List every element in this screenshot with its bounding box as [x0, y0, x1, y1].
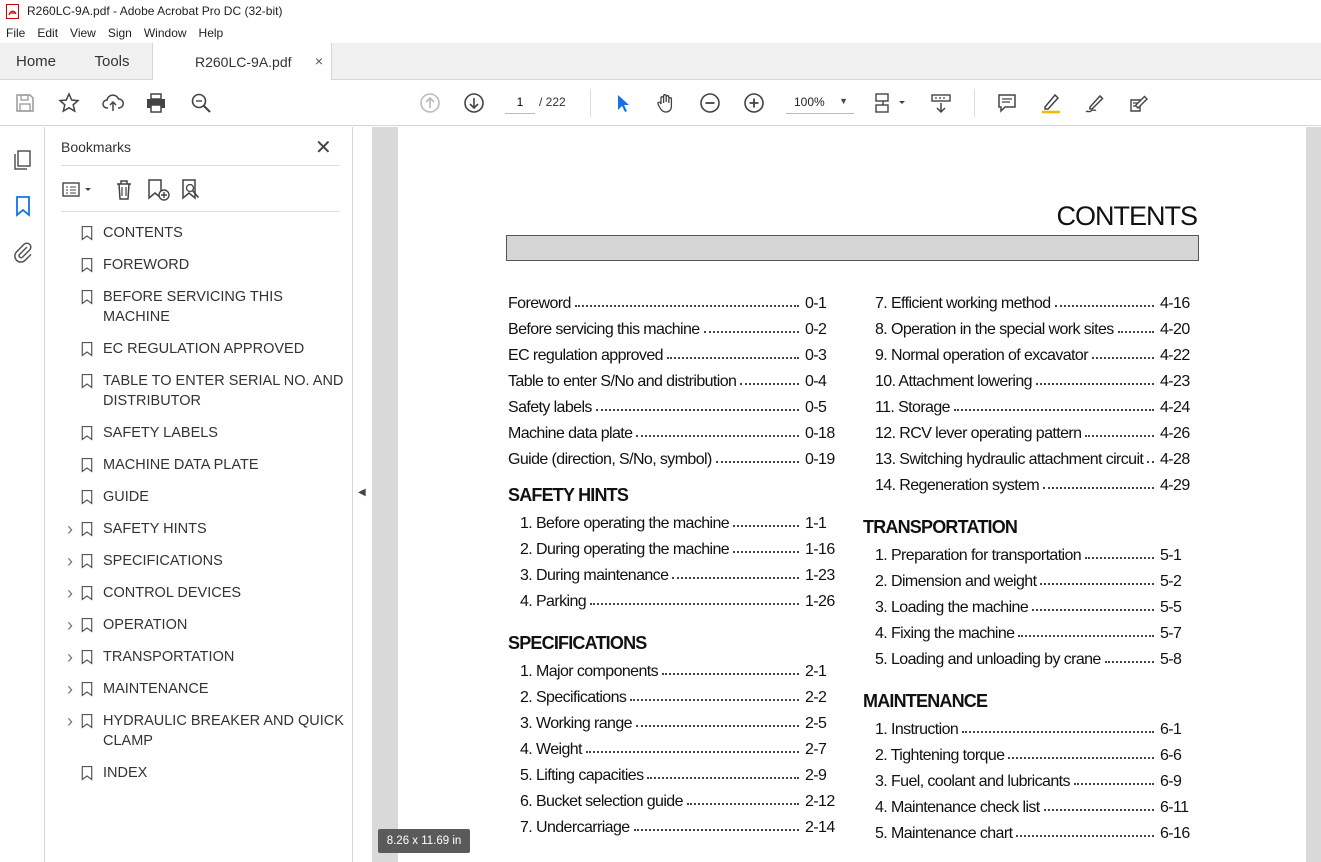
print-icon[interactable]	[144, 91, 168, 115]
spacer	[61, 455, 79, 475]
bookmark-label: GUIDE	[103, 489, 149, 505]
page-display-icon[interactable]	[873, 91, 909, 115]
toc-page-number: 1-1	[805, 515, 827, 532]
toc-page-number: 4-26	[1160, 425, 1190, 442]
toc-entry-title: 2. Dimension and weight	[875, 573, 1037, 590]
menu-view[interactable]: View	[70, 25, 96, 40]
menu-bar	[0, 22, 1321, 43]
toc-entry[interactable]	[863, 315, 1196, 339]
toc-entry[interactable]	[508, 393, 841, 417]
toc-leader	[636, 435, 799, 437]
bookmarks-panel	[45, 127, 353, 862]
toc-leader	[1105, 661, 1154, 663]
toc-entry-title: 5. Loading and unloading by crane	[875, 651, 1101, 668]
toc-leader	[1074, 783, 1154, 785]
toc-entry[interactable]	[863, 767, 1196, 791]
new-bookmark-icon[interactable]	[145, 177, 171, 203]
toc-page-number: 2-1	[805, 663, 827, 680]
star-icon[interactable]	[57, 91, 81, 115]
chevron-right-icon[interactable]: ›	[67, 551, 73, 571]
toc-page-number: 4-29	[1160, 477, 1190, 494]
bookmark-icon	[79, 615, 101, 635]
bookmark-label: MAINTENANCE	[103, 681, 209, 697]
toc-entry[interactable]	[508, 535, 841, 559]
spacer	[61, 255, 79, 275]
bookmark-icon	[79, 339, 101, 359]
tab-home[interactable]: Home	[15, 53, 56, 70]
toc-section-heading: TRANSPORTATION	[863, 517, 1018, 537]
collapse-panel-icon[interactable]: ◀	[358, 487, 366, 498]
bookmark-icon	[79, 519, 101, 539]
toc-entry[interactable]	[508, 509, 841, 533]
bookmark-item[interactable]	[61, 223, 351, 255]
bookmark-icon	[79, 583, 101, 603]
fill-sign-icon[interactable]	[1127, 91, 1151, 115]
toc-page-number: 2-12	[805, 793, 835, 810]
page-size-tooltip: 8.26 x 11.69 in	[378, 829, 470, 853]
toc-page-number: 0-19	[805, 451, 835, 468]
toc-entry[interactable]	[863, 793, 1196, 817]
previous-page-icon[interactable]	[418, 91, 442, 115]
bookmark-label: BEFORE SERVICING THIS MACHINE	[103, 289, 283, 325]
toc-leader	[733, 525, 799, 527]
toc-entry-title: 3. Working range	[520, 715, 632, 732]
pdf-page	[398, 127, 1306, 862]
toc-leader	[630, 699, 799, 701]
toc-entry[interactable]	[863, 341, 1196, 365]
bookmark-item[interactable]	[61, 583, 351, 615]
toc-page-number: 0-5	[805, 399, 827, 416]
toc-entry-title: EC regulation approved	[508, 347, 663, 364]
tab-document[interactable]	[152, 43, 332, 81]
toc-leader	[962, 731, 1154, 733]
bookmark-item[interactable]	[61, 551, 351, 583]
toc-entry[interactable]	[863, 619, 1196, 643]
toc-page-number: 5-2	[1160, 573, 1182, 590]
toc-entry[interactable]	[863, 445, 1196, 469]
toc-entry-title: 1. Instruction	[875, 721, 959, 738]
zoom-out-icon[interactable]	[698, 91, 722, 115]
bookmark-icon	[79, 487, 101, 507]
tab-document-label: R260LC-9A.pdf	[195, 54, 292, 70]
bookmark-icon	[79, 647, 101, 667]
toc-entry[interactable]	[508, 709, 841, 733]
toc-entry[interactable]	[863, 541, 1196, 565]
toc-entry[interactable]	[863, 741, 1196, 765]
divider	[61, 165, 340, 166]
toc-entry[interactable]	[508, 657, 841, 681]
bookmark-item[interactable]	[61, 615, 351, 647]
toc-entry[interactable]	[863, 289, 1196, 313]
toc-section-heading: SAFETY HINTS	[508, 485, 629, 505]
toc-entry[interactable]	[508, 367, 841, 391]
bookmark-item[interactable]	[61, 519, 351, 551]
toc-entry-title: 6. Bucket selection guide	[520, 793, 683, 810]
toc-page-number: 4-16	[1160, 295, 1190, 312]
menu-file[interactable]: File	[6, 25, 26, 40]
menu-help[interactable]: Help	[198, 25, 224, 40]
bookmark-icon	[79, 371, 101, 391]
bookmark-label: SAFETY LABELS	[103, 425, 218, 441]
next-page-icon[interactable]	[462, 91, 486, 115]
toc-leader	[704, 331, 799, 333]
toc-entry-title: 3. During maintenance	[520, 567, 669, 584]
toc-entry[interactable]	[508, 735, 841, 759]
toc-leader	[687, 803, 799, 805]
menu-window[interactable]: Window	[143, 25, 187, 40]
toc-page-number: 2-9	[805, 767, 827, 784]
toc-entry-title: 2. Specifications	[520, 689, 627, 706]
toc-entry[interactable]	[508, 587, 841, 611]
spacer	[61, 223, 79, 243]
bookmark-label: SPECIFICATIONS	[103, 553, 223, 569]
toc-entry[interactable]	[863, 419, 1196, 443]
toc-entry[interactable]	[508, 761, 841, 785]
bookmark-item[interactable]	[61, 487, 351, 519]
toc-entry-title: 4. Maintenance check list	[875, 799, 1040, 816]
toc-entry-title: 10. Attachment lowering	[875, 373, 1032, 390]
menu-sign[interactable]: Sign	[107, 25, 132, 40]
toc-entry-title: 8. Operation in the special work sites	[875, 321, 1114, 338]
toc-entry-title: 14. Regeneration system	[875, 477, 1040, 494]
toolbar-divider	[974, 89, 975, 117]
toc-entry[interactable]	[508, 315, 841, 339]
toc-section-heading: SPECIFICATIONS	[508, 633, 647, 653]
toc-entry-title: Foreword	[508, 295, 571, 312]
toc-leader	[1032, 609, 1154, 611]
bookmark-icon	[79, 423, 101, 443]
bookmark-item[interactable]	[61, 255, 351, 287]
toc-entry-title: 4. Fixing the machine	[875, 625, 1015, 642]
toc-page-number: 2-2	[805, 689, 827, 706]
hand-tool-icon[interactable]	[654, 91, 678, 115]
toc-entry-title: Before servicing this machine	[508, 321, 700, 338]
title-bar-rule	[506, 235, 1199, 261]
chevron-right-icon[interactable]: ›	[67, 711, 73, 731]
bookmark-icon	[79, 223, 101, 243]
toc-entry[interactable]	[508, 561, 841, 585]
toc-leader	[590, 603, 799, 605]
toc-entry[interactable]	[508, 683, 841, 707]
bookmark-label: TRANSPORTATION	[103, 649, 235, 665]
select-cursor-icon[interactable]	[610, 91, 634, 115]
panel-splitter[interactable]	[353, 127, 372, 862]
comment-icon[interactable]	[995, 91, 1019, 115]
toc-entry-title: 1. Major components	[520, 663, 659, 680]
highlight-pen-icon[interactable]	[1039, 91, 1063, 115]
toc-entry-title: 11. Storage	[875, 399, 950, 416]
toc-page-number: 6-6	[1160, 747, 1182, 764]
toc-leader	[1040, 583, 1154, 585]
toc-leader	[1085, 557, 1154, 559]
tab-bar	[0, 43, 1321, 80]
bookmark-label: EC REGULATION APPROVED	[103, 341, 305, 357]
toc-leader	[733, 551, 799, 553]
toc-entry-title: 2. Tightening torque	[875, 747, 1005, 764]
zoom-select[interactable]	[786, 90, 854, 114]
toc-page-number: 5-1	[1160, 547, 1182, 564]
toc-entry-title: Safety labels	[508, 399, 592, 416]
bookmark-icon	[79, 679, 101, 699]
toc-leader	[1147, 461, 1154, 463]
bookmark-label: OPERATION	[103, 617, 188, 633]
toc-entry-title: 5. Maintenance chart	[875, 825, 1013, 842]
bookmark-label: MACHINE DATA PLATE	[103, 457, 259, 473]
toc-entry[interactable]	[508, 813, 841, 837]
save-icon[interactable]	[13, 91, 37, 115]
main-toolbar	[0, 80, 1321, 126]
toc-entry-title: 4. Parking	[520, 593, 587, 610]
spacer	[61, 339, 79, 359]
page-thumbnails-icon[interactable]	[11, 148, 35, 172]
bookmark-label: SAFETY HINTS	[103, 521, 207, 537]
toc-entry-title: 7. Efficient working method	[875, 295, 1051, 312]
bookmark-label: CONTROL DEVICES	[103, 585, 242, 601]
bookmark-item[interactable]	[61, 679, 351, 711]
bookmark-list	[61, 223, 351, 795]
zoom-in-icon[interactable]	[742, 91, 766, 115]
toc-page-number: 1-26	[805, 593, 835, 610]
toc-page-number: 4-23	[1160, 373, 1190, 390]
toc-leader	[1016, 835, 1154, 837]
toc-page-number: 2-5	[805, 715, 827, 732]
find-bookmark-icon[interactable]	[179, 177, 205, 203]
bookmark-icon	[79, 455, 101, 475]
toc-entry-title: 13. Switching hydraulic attachment circuit	[875, 451, 1144, 468]
divider	[61, 211, 340, 212]
toc-entry-title: Guide (direction, S/No, symbol)	[508, 451, 712, 468]
spacer	[61, 371, 79, 391]
toc-entry[interactable]	[863, 715, 1196, 739]
toc-leader	[954, 409, 1154, 411]
acrobat-logo-icon	[6, 4, 19, 19]
chevron-down-icon: ▼	[839, 96, 848, 106]
toc-entry-title: 1. Preparation for transportation	[875, 547, 1082, 564]
toc-entry[interactable]	[863, 471, 1196, 495]
chevron-right-icon[interactable]: ›	[67, 615, 73, 635]
chevron-right-icon[interactable]: ›	[67, 647, 73, 667]
toc-leader	[1092, 357, 1154, 359]
delete-icon[interactable]	[111, 177, 137, 203]
chevron-right-icon[interactable]: ›	[67, 583, 73, 603]
page-number-input[interactable]	[505, 90, 535, 114]
toc-page-number: 6-1	[1160, 721, 1182, 738]
toc-entry[interactable]	[863, 645, 1196, 669]
bookmark-label: HYDRAULIC BREAKER AND QUICK CLAMP	[103, 713, 344, 749]
toc-page-number: 4-20	[1160, 321, 1190, 338]
bookmark-label: FOREWORD	[103, 257, 190, 273]
toc-leader	[596, 409, 799, 411]
toc-page-number: 1-16	[805, 541, 835, 558]
toc-page-number: 2-7	[805, 741, 827, 758]
bookmark-item[interactable]	[61, 371, 351, 423]
toc-page-number: 6-16	[1160, 825, 1190, 842]
bookmark-item[interactable]	[61, 423, 351, 455]
toc-entry[interactable]	[863, 367, 1196, 391]
toc-entry-title: 12. RCV lever operating pattern	[875, 425, 1082, 442]
bookmark-label: CONTENTS	[103, 225, 183, 241]
find-zoom-icon[interactable]	[189, 91, 213, 115]
toc-leader	[1044, 809, 1154, 811]
zoom-value: 100%	[794, 94, 825, 109]
toc-leader	[1036, 383, 1154, 385]
toc-entry[interactable]	[508, 787, 841, 811]
toc-entry[interactable]	[508, 289, 841, 313]
page-count: / 222	[539, 95, 566, 109]
toc-entry[interactable]	[863, 593, 1196, 617]
toc-page-number: 4-24	[1160, 399, 1190, 416]
toc-page-number: 1-23	[805, 567, 835, 584]
toolbar-divider	[590, 89, 591, 117]
toc-leader	[1085, 435, 1154, 437]
toc-page-number: 5-8	[1160, 651, 1182, 668]
panel-title: Bookmarks	[61, 139, 132, 155]
toc-leader	[740, 383, 799, 385]
toc-page-number: 0-4	[805, 373, 827, 390]
bookmark-icon	[79, 287, 101, 307]
toc-entry-title: 9. Normal operation of excavator	[875, 347, 1088, 364]
toc-page-number: 4-22	[1160, 347, 1190, 364]
toc-entry[interactable]	[863, 819, 1196, 843]
title-bar	[0, 0, 1321, 22]
toc-page-number: 5-7	[1160, 625, 1182, 642]
toc-section-heading: MAINTENANCE	[863, 691, 988, 711]
toc-entry-title: 1. Before operating the machine	[520, 515, 730, 532]
tab-tools[interactable]: Tools	[94, 53, 130, 70]
toc-entry-title: 3. Loading the machine	[875, 599, 1029, 616]
toc-leader	[716, 461, 799, 463]
bookmark-item[interactable]	[61, 339, 351, 371]
draw-sign-icon[interactable]	[1083, 91, 1107, 115]
bookmark-item[interactable]	[61, 763, 351, 795]
toc-leader	[1018, 635, 1154, 637]
toc-leader	[636, 725, 799, 727]
spacer	[61, 763, 79, 783]
toc-leader	[634, 829, 799, 831]
bookmark-icon	[79, 551, 101, 571]
attachment-icon[interactable]	[11, 240, 35, 264]
menu-edit[interactable]: Edit	[37, 25, 59, 40]
chevron-right-icon[interactable]: ›	[67, 679, 73, 699]
navigation-rail	[0, 127, 45, 862]
toc-leader	[586, 751, 799, 753]
toc-leader	[1118, 331, 1154, 333]
toc-entry-title: 4. Weight	[520, 741, 582, 758]
toc-leader	[667, 357, 799, 359]
chevron-right-icon[interactable]: ›	[67, 519, 73, 539]
spacer	[61, 423, 79, 443]
bookmark-icon	[79, 255, 101, 275]
document-title: CONTENTS	[1056, 201, 1197, 231]
toc-page-number: 6-9	[1160, 773, 1182, 790]
spacer	[61, 287, 79, 307]
toc-leader	[672, 577, 799, 579]
toc-page-number: 2-14	[805, 819, 835, 836]
toc-leader	[662, 673, 799, 675]
toc-page-number: 0-18	[805, 425, 835, 442]
close-icon[interactable]: ✕	[315, 137, 332, 159]
toc-entry-title: 7. Undercarriage	[520, 819, 630, 836]
toc-leader	[575, 305, 799, 307]
bookmark-icon	[79, 763, 101, 783]
toc-leader	[1043, 487, 1154, 489]
bookmark-panel-icon[interactable]	[11, 194, 35, 218]
bookmark-label: TABLE TO ENTER SERIAL NO. AND DISTRIBUTOR	[103, 373, 344, 409]
document-viewer[interactable]	[372, 127, 1321, 862]
toc-page-number: 0-2	[805, 321, 827, 338]
toc-page-number: 5-5	[1160, 599, 1182, 616]
scroll-mode-icon[interactable]	[929, 91, 953, 115]
toc-page-number: 0-3	[805, 347, 827, 364]
toc-entry-title: 2. During operating the machine	[520, 541, 730, 558]
toc-leader	[647, 777, 799, 779]
close-tab-icon[interactable]: ×	[314, 53, 323, 69]
bookmark-item[interactable]	[61, 711, 351, 763]
toc-entry-title: Machine data plate	[508, 425, 633, 442]
toc-page-number: 0-1	[805, 295, 827, 312]
toc-entry[interactable]	[863, 393, 1196, 417]
bookmark-label: INDEX	[103, 765, 148, 781]
toc-leader	[1008, 757, 1154, 759]
toc-page-number: 6-11	[1160, 799, 1189, 816]
toc-entry[interactable]	[508, 445, 841, 469]
toc-page-number: 4-28	[1160, 451, 1190, 468]
toc-entry[interactable]	[508, 341, 841, 365]
toc-entry[interactable]	[508, 419, 841, 443]
bookmark-icon	[79, 711, 101, 731]
window-title: R260LC-9A.pdf - Adobe Acrobat Pro DC (32-bit)	[27, 4, 283, 18]
toc-entry-title: Table to enter S/No and distribution	[508, 373, 737, 390]
bookmark-item[interactable]	[61, 287, 351, 339]
toc-entry-title: 3. Fuel, coolant and lubricants	[875, 773, 1070, 790]
toc-leader	[1055, 305, 1154, 307]
bookmark-item[interactable]	[61, 455, 351, 487]
toc-entry[interactable]	[863, 567, 1196, 591]
toc-entry-title: 5. Lifting capacities	[520, 767, 644, 784]
upload-cloud-icon[interactable]	[101, 91, 125, 115]
options-menu-icon[interactable]	[61, 177, 97, 203]
spacer	[61, 487, 79, 507]
bookmark-item[interactable]	[61, 647, 351, 679]
